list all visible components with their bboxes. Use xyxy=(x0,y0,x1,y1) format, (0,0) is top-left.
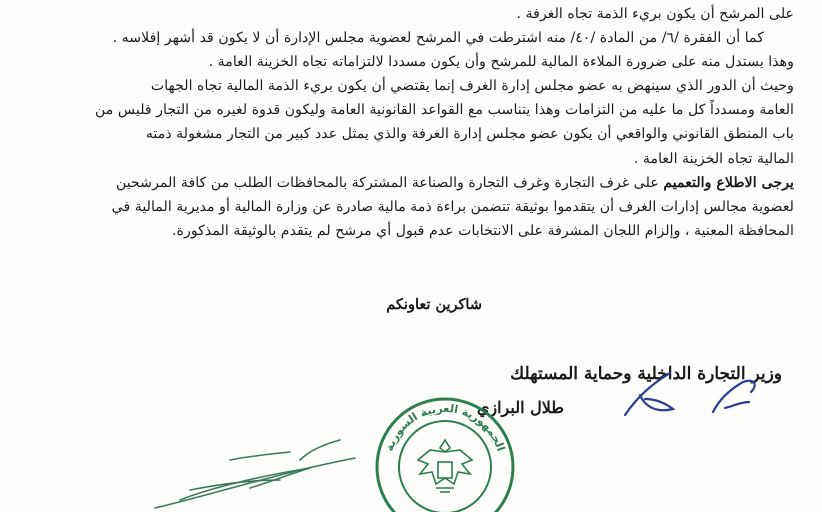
body-line-5: العامة ومسدداً كل ما عليه من التزامات وهذا يتناسب مع القواعد القانونية العامة وليكون قدوة لغيره من التجار فليس من xyxy=(94,102,794,119)
initials-signature-icon xyxy=(615,365,695,425)
seal-text: الجمهورية العربية السورية xyxy=(382,401,508,453)
handwritten-signature-icon xyxy=(150,430,360,512)
body-line-3: وهذا يستدل منه على ضرورة الملاءة المالية للمرشح وأن يكون مسددا لالتزاماته تجاه الخزينة العامة . xyxy=(208,54,794,71)
signature-name: طلال البرازي xyxy=(476,398,564,417)
request-rest: على غرف التجارة وغرف التجارة والصناعة المشتركة بالمحافظات الطلب من كافة المرشحين xyxy=(115,174,664,191)
request-line-1 xyxy=(60,171,794,195)
initials-mark-icon xyxy=(705,372,765,422)
closing-thanks: شاكرين تعاونكم xyxy=(386,296,482,313)
request-bold: يرجى الاطلاع والتعميم xyxy=(663,174,794,191)
body-line-6: باب المنطق القانوني والواقعي أن يكون عضو مجلس إدارة الغرفة والذي يمثل عدد كبير من التجار مشغولة ذمته xyxy=(145,126,794,143)
signature-title: وزير التجارة الداخلية وحماية المستهلك xyxy=(510,364,782,384)
letter-body xyxy=(60,2,794,243)
body-line-2: كما أن الفقرة /٦/ من المادة /٤٠/ منه اشترطت في المرشح لعضوية مجلس الإدارة أن لا يكون قد أشهر إفلاسه . xyxy=(112,30,764,47)
request-line-2: لعضوية مجالس إدارات الغرف أن يتقدموا بوثيقة تتضمن براءة ذمة مالية صادرة عن وزارة المالية أو مديرية المالية في xyxy=(111,198,794,215)
body-line-7: المالية تجاه الخزينة العامة . xyxy=(633,150,794,167)
request-line-3: المحافظة المعنية ، وإلزام اللجان المشرفة على الانتخابات عدم قبول أي مرشح لم يتقدم بالوثيقة المذكورة. xyxy=(172,222,794,239)
body-line-1: على المرشح أن يكون بريء الذمة تجاه الغرفة . xyxy=(516,6,794,22)
body-line-4: وحيث أن الدور الذي سينهض به عضو مجلس إدارة الغرف إنما يقتضي أن يكون بريء الذمة المالية تجاه الجهات xyxy=(150,78,794,95)
official-seal-icon xyxy=(370,392,520,512)
svg-text:الجمهورية العربية السورية xyxy=(383,402,508,453)
